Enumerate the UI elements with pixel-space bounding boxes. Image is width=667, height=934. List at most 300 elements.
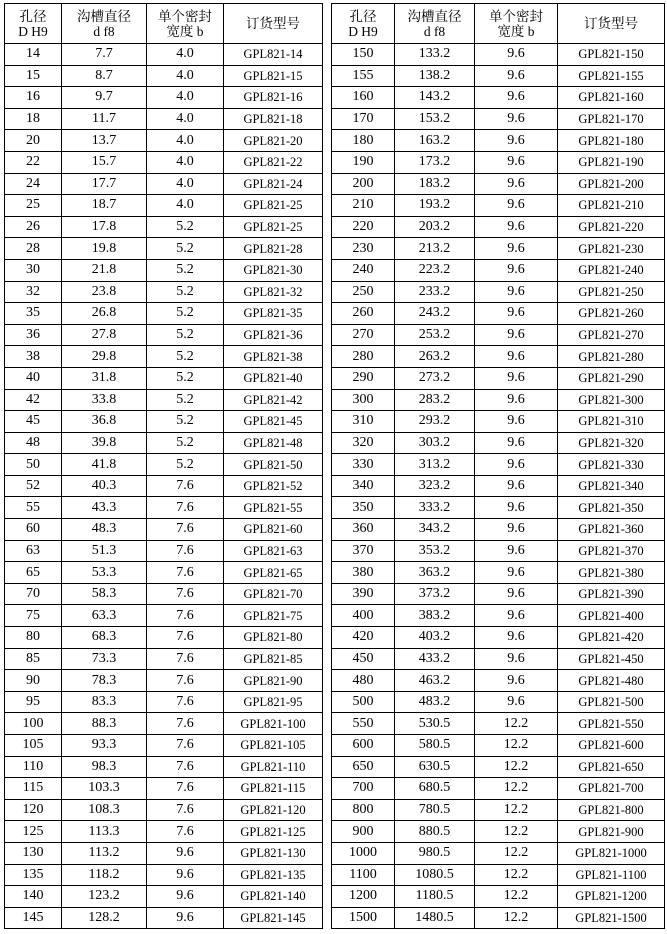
- cell-groove-diameter: 243.2: [395, 303, 475, 325]
- cell-groove-diameter: 43.3: [62, 497, 147, 519]
- cell-bore-diameter: 145: [5, 907, 62, 929]
- cell-bore-diameter: 1100: [332, 864, 395, 886]
- cell-order-code: GPL821-1500: [558, 907, 665, 929]
- cell-groove-diameter: 980.5: [395, 842, 475, 864]
- cell-groove-diameter: 680.5: [395, 778, 475, 800]
- table-row: [5, 216, 323, 238]
- cell-order-code: GPL821-38: [224, 346, 323, 368]
- table-row: [5, 108, 323, 130]
- cell-bore-diameter: 30: [5, 259, 62, 281]
- cell-bore-diameter: 450: [332, 648, 395, 670]
- cell-order-code: GPL821-95: [224, 691, 323, 713]
- table-row: [5, 346, 323, 368]
- table-row: [332, 497, 665, 519]
- table-row: [332, 87, 665, 109]
- table-row: [332, 627, 665, 649]
- table-row: [5, 583, 323, 605]
- cell-groove-diameter: 33.8: [62, 389, 147, 411]
- cell-groove-diameter: 19.8: [62, 238, 147, 260]
- cell-bore-diameter: 170: [332, 108, 395, 130]
- cell-bore-diameter: 350: [332, 497, 395, 519]
- cell-seal-width: 9.6: [475, 497, 558, 519]
- cell-groove-diameter: 1480.5: [395, 907, 475, 929]
- cell-seal-width: 12.2: [475, 842, 558, 864]
- table-row: [332, 389, 665, 411]
- cell-seal-width: 7.6: [147, 756, 224, 778]
- cell-order-code: GPL821-450: [558, 648, 665, 670]
- cell-bore-diameter: 36: [5, 324, 62, 346]
- header-order-code: 订货型号: [224, 4, 323, 44]
- cell-bore-diameter: 1500: [332, 907, 395, 929]
- cell-order-code: GPL821-370: [558, 540, 665, 562]
- cell-groove-diameter: 39.8: [62, 432, 147, 454]
- cell-groove-diameter: 21.8: [62, 259, 147, 281]
- cell-bore-diameter: 25: [5, 195, 62, 217]
- cell-bore-diameter: 155: [332, 65, 395, 87]
- cell-bore-diameter: 200: [332, 173, 395, 195]
- cell-bore-diameter: 14: [5, 44, 62, 66]
- cell-seal-width: 9.6: [475, 562, 558, 584]
- table-row: [5, 238, 323, 260]
- cell-groove-diameter: 463.2: [395, 670, 475, 692]
- cell-order-code: GPL821-40: [224, 367, 323, 389]
- cell-bore-diameter: 130: [5, 842, 62, 864]
- table-row: [332, 346, 665, 368]
- table-row: [5, 627, 323, 649]
- cell-bore-diameter: 140: [5, 886, 62, 908]
- cell-seal-width: 7.6: [147, 497, 224, 519]
- cell-groove-diameter: 173.2: [395, 151, 475, 173]
- cell-bore-diameter: 290: [332, 367, 395, 389]
- cell-bore-diameter: 220: [332, 216, 395, 238]
- cell-seal-width: 5.2: [147, 259, 224, 281]
- cell-bore-diameter: 85: [5, 648, 62, 670]
- table-row: [332, 713, 665, 735]
- cell-seal-width: 4.0: [147, 130, 224, 152]
- cell-bore-diameter: 65: [5, 562, 62, 584]
- cell-bore-diameter: 35: [5, 303, 62, 325]
- cell-order-code: GPL821-400: [558, 605, 665, 627]
- cell-seal-width: 9.6: [475, 324, 558, 346]
- cell-order-code: GPL821-1000: [558, 842, 665, 864]
- cell-bore-diameter: 63: [5, 540, 62, 562]
- cell-order-code: GPL821-85: [224, 648, 323, 670]
- table-row: [5, 281, 323, 303]
- cell-seal-width: 7.6: [147, 799, 224, 821]
- cell-bore-diameter: 650: [332, 756, 395, 778]
- cell-seal-width: 9.6: [475, 432, 558, 454]
- header-bore-diameter: 孔径 D H9: [5, 4, 62, 44]
- cell-seal-width: 7.6: [147, 648, 224, 670]
- cell-bore-diameter: 240: [332, 259, 395, 281]
- cell-groove-diameter: 40.3: [62, 475, 147, 497]
- cell-order-code: GPL821-25: [224, 195, 323, 217]
- cell-bore-diameter: 90: [5, 670, 62, 692]
- cell-seal-width: 9.6: [475, 173, 558, 195]
- cell-groove-diameter: 78.3: [62, 670, 147, 692]
- cell-seal-width: 7.6: [147, 540, 224, 562]
- cell-order-code: GPL821-220: [558, 216, 665, 238]
- cell-bore-diameter: 390: [332, 583, 395, 605]
- cell-order-code: GPL821-52: [224, 475, 323, 497]
- table-row: [5, 195, 323, 217]
- cell-groove-diameter: 313.2: [395, 454, 475, 476]
- cell-groove-diameter: 433.2: [395, 648, 475, 670]
- cell-seal-width: 4.0: [147, 151, 224, 173]
- cell-groove-diameter: 403.2: [395, 627, 475, 649]
- cell-groove-diameter: 7.7: [62, 44, 147, 66]
- cell-groove-diameter: 93.3: [62, 735, 147, 757]
- cell-groove-diameter: 51.3: [62, 540, 147, 562]
- cell-bore-diameter: 420: [332, 627, 395, 649]
- header-row: [332, 4, 665, 44]
- table-row: [5, 691, 323, 713]
- table-row: [332, 195, 665, 217]
- table-row: [5, 432, 323, 454]
- cell-bore-diameter: 22: [5, 151, 62, 173]
- cell-order-code: GPL821-35: [224, 303, 323, 325]
- table-row: [332, 583, 665, 605]
- cell-bore-diameter: 500: [332, 691, 395, 713]
- cell-seal-width: 7.6: [147, 519, 224, 541]
- table-row: [332, 281, 665, 303]
- cell-order-code: GPL821-16: [224, 87, 323, 109]
- cell-order-code: GPL821-130: [224, 842, 323, 864]
- table-row: [5, 389, 323, 411]
- cell-bore-diameter: 380: [332, 562, 395, 584]
- table-row: [5, 130, 323, 152]
- cell-bore-diameter: 40: [5, 367, 62, 389]
- table-row: [332, 238, 665, 260]
- cell-groove-diameter: 343.2: [395, 519, 475, 541]
- cell-seal-width: 9.6: [475, 583, 558, 605]
- cell-bore-diameter: 600: [332, 735, 395, 757]
- cell-bore-diameter: 210: [332, 195, 395, 217]
- cell-groove-diameter: 1080.5: [395, 864, 475, 886]
- cell-order-code: GPL821-320: [558, 432, 665, 454]
- cell-seal-width: 9.6: [475, 367, 558, 389]
- cell-order-code: GPL821-190: [558, 151, 665, 173]
- table-row: [5, 367, 323, 389]
- cell-order-code: GPL821-170: [558, 108, 665, 130]
- cell-groove-diameter: 108.3: [62, 799, 147, 821]
- cell-bore-diameter: 160: [332, 87, 395, 109]
- cell-seal-width: 9.6: [475, 303, 558, 325]
- table-row: [332, 821, 665, 843]
- cell-bore-diameter: 26: [5, 216, 62, 238]
- cell-groove-diameter: 15.7: [62, 151, 147, 173]
- cell-order-code: GPL821-480: [558, 670, 665, 692]
- cell-seal-width: 9.6: [475, 259, 558, 281]
- cell-seal-width: 5.2: [147, 454, 224, 476]
- cell-groove-diameter: 31.8: [62, 367, 147, 389]
- table-row: [332, 691, 665, 713]
- cell-bore-diameter: 18: [5, 108, 62, 130]
- header-groove-diameter: 沟槽直径 d f8: [62, 4, 147, 44]
- cell-seal-width: 9.6: [475, 605, 558, 627]
- cell-order-code: GPL821-380: [558, 562, 665, 584]
- cell-seal-width: 5.2: [147, 238, 224, 260]
- table-row: [5, 648, 323, 670]
- cell-seal-width: 9.6: [147, 864, 224, 886]
- cell-groove-diameter: 113.2: [62, 842, 147, 864]
- cell-order-code: GPL821-290: [558, 367, 665, 389]
- table-row: [332, 432, 665, 454]
- cell-groove-diameter: 17.7: [62, 173, 147, 195]
- cell-order-code: GPL821-80: [224, 627, 323, 649]
- cell-bore-diameter: 16: [5, 87, 62, 109]
- cell-groove-diameter: 83.3: [62, 691, 147, 713]
- cell-seal-width: 12.2: [475, 735, 558, 757]
- cell-seal-width: 7.6: [147, 821, 224, 843]
- cell-order-code: GPL821-75: [224, 605, 323, 627]
- table-row: [5, 173, 323, 195]
- cell-order-code: GPL821-420: [558, 627, 665, 649]
- cell-order-code: GPL821-270: [558, 324, 665, 346]
- cell-groove-diameter: 1180.5: [395, 886, 475, 908]
- cell-seal-width: 7.6: [147, 735, 224, 757]
- cell-groove-diameter: 11.7: [62, 108, 147, 130]
- cell-groove-diameter: 123.2: [62, 886, 147, 908]
- cell-groove-diameter: 143.2: [395, 87, 475, 109]
- table-row: [332, 454, 665, 476]
- cell-order-code: GPL821-700: [558, 778, 665, 800]
- cell-groove-diameter: 323.2: [395, 475, 475, 497]
- table-row: [332, 605, 665, 627]
- cell-seal-width: 12.2: [475, 864, 558, 886]
- cell-seal-width: 5.2: [147, 411, 224, 433]
- cell-groove-diameter: 73.3: [62, 648, 147, 670]
- table-row: [332, 65, 665, 87]
- cell-order-code: GPL821-125: [224, 821, 323, 843]
- cell-seal-width: 7.6: [147, 583, 224, 605]
- cell-groove-diameter: 17.8: [62, 216, 147, 238]
- cell-order-code: GPL821-550: [558, 713, 665, 735]
- cell-seal-width: 9.6: [475, 65, 558, 87]
- cell-bore-diameter: 300: [332, 389, 395, 411]
- cell-order-code: GPL821-180: [558, 130, 665, 152]
- cell-seal-width: 9.6: [475, 540, 558, 562]
- cell-bore-diameter: 1000: [332, 842, 395, 864]
- cell-groove-diameter: 23.8: [62, 281, 147, 303]
- cell-groove-diameter: 53.3: [62, 562, 147, 584]
- cell-seal-width: 9.6: [475, 195, 558, 217]
- table-row: [5, 324, 323, 346]
- table-row: [332, 648, 665, 670]
- table-row: [332, 864, 665, 886]
- table-row: [332, 44, 665, 66]
- cell-bore-diameter: 75: [5, 605, 62, 627]
- table-row: [5, 605, 323, 627]
- cell-groove-diameter: 333.2: [395, 497, 475, 519]
- cell-seal-width: 9.6: [475, 281, 558, 303]
- cell-seal-width: 12.2: [475, 821, 558, 843]
- table-row: [332, 173, 665, 195]
- table-row: [332, 108, 665, 130]
- dimension-table-right: [331, 3, 665, 929]
- cell-groove-diameter: 138.2: [395, 65, 475, 87]
- cell-order-code: GPL821-390: [558, 583, 665, 605]
- cell-bore-diameter: 45: [5, 411, 62, 433]
- cell-order-code: GPL821-900: [558, 821, 665, 843]
- cell-order-code: GPL821-100: [224, 713, 323, 735]
- table-row: [332, 216, 665, 238]
- cell-bore-diameter: 280: [332, 346, 395, 368]
- cell-order-code: GPL821-155: [558, 65, 665, 87]
- cell-groove-diameter: 41.8: [62, 454, 147, 476]
- cell-order-code: GPL821-70: [224, 583, 323, 605]
- cell-bore-diameter: 24: [5, 173, 62, 195]
- cell-bore-diameter: 115: [5, 778, 62, 800]
- table-row: [332, 519, 665, 541]
- cell-groove-diameter: 233.2: [395, 281, 475, 303]
- cell-seal-width: 12.2: [475, 713, 558, 735]
- cell-bore-diameter: 15: [5, 65, 62, 87]
- cell-order-code: GPL821-45: [224, 411, 323, 433]
- cell-order-code: GPL821-240: [558, 259, 665, 281]
- cell-groove-diameter: 203.2: [395, 216, 475, 238]
- table-row: [332, 756, 665, 778]
- cell-order-code: GPL821-260: [558, 303, 665, 325]
- cell-bore-diameter: 32: [5, 281, 62, 303]
- table-row: [332, 735, 665, 757]
- cell-bore-diameter: 38: [5, 346, 62, 368]
- cell-seal-width: 5.2: [147, 367, 224, 389]
- cell-groove-diameter: 63.3: [62, 605, 147, 627]
- cell-groove-diameter: 128.2: [62, 907, 147, 929]
- cell-order-code: GPL821-36: [224, 324, 323, 346]
- cell-bore-diameter: 95: [5, 691, 62, 713]
- cell-bore-diameter: 700: [332, 778, 395, 800]
- cell-bore-diameter: 480: [332, 670, 395, 692]
- cell-groove-diameter: 283.2: [395, 389, 475, 411]
- table-row: [5, 670, 323, 692]
- cell-seal-width: 9.6: [475, 475, 558, 497]
- cell-groove-diameter: 213.2: [395, 238, 475, 260]
- table-row: [5, 842, 323, 864]
- cell-groove-diameter: 27.8: [62, 324, 147, 346]
- cell-seal-width: 12.2: [475, 778, 558, 800]
- cell-bore-diameter: 28: [5, 238, 62, 260]
- cell-seal-width: 9.6: [475, 44, 558, 66]
- cell-seal-width: 9.6: [475, 130, 558, 152]
- cell-seal-width: 7.6: [147, 562, 224, 584]
- cell-seal-width: 4.0: [147, 87, 224, 109]
- cell-order-code: GPL821-120: [224, 799, 323, 821]
- cell-bore-diameter: 180: [332, 130, 395, 152]
- cell-groove-diameter: 48.3: [62, 519, 147, 541]
- cell-order-code: GPL821-330: [558, 454, 665, 476]
- cell-groove-diameter: 98.3: [62, 756, 147, 778]
- cell-order-code: GPL821-15: [224, 65, 323, 87]
- table-row: [5, 562, 323, 584]
- cell-seal-width: 9.6: [147, 886, 224, 908]
- cell-seal-width: 9.6: [475, 87, 558, 109]
- table-row: [5, 778, 323, 800]
- table-row: [332, 130, 665, 152]
- cell-groove-diameter: 353.2: [395, 540, 475, 562]
- cell-bore-diameter: 70: [5, 583, 62, 605]
- cell-groove-diameter: 273.2: [395, 367, 475, 389]
- cell-order-code: GPL821-115: [224, 778, 323, 800]
- cell-order-code: GPL821-25: [224, 216, 323, 238]
- cell-order-code: GPL821-360: [558, 519, 665, 541]
- cell-seal-width: 5.2: [147, 303, 224, 325]
- table-row: [332, 303, 665, 325]
- table-row: [332, 259, 665, 281]
- cell-bore-diameter: 60: [5, 519, 62, 541]
- cell-order-code: GPL821-350: [558, 497, 665, 519]
- table-row: [332, 151, 665, 173]
- table-row: [5, 756, 323, 778]
- cell-groove-diameter: 8.7: [62, 65, 147, 87]
- dimension-table-left: [4, 3, 323, 929]
- cell-groove-diameter: 373.2: [395, 583, 475, 605]
- cell-bore-diameter: 105: [5, 735, 62, 757]
- table-row: [5, 65, 323, 87]
- cell-bore-diameter: 48: [5, 432, 62, 454]
- cell-bore-diameter: 1200: [332, 886, 395, 908]
- cell-order-code: GPL821-160: [558, 87, 665, 109]
- cell-seal-width: 9.6: [475, 346, 558, 368]
- cell-order-code: GPL821-310: [558, 411, 665, 433]
- table-row: [5, 886, 323, 908]
- cell-bore-diameter: 100: [5, 713, 62, 735]
- cell-order-code: GPL821-140: [224, 886, 323, 908]
- cell-groove-diameter: 630.5: [395, 756, 475, 778]
- cell-seal-width: 4.0: [147, 108, 224, 130]
- table-row: [332, 670, 665, 692]
- table-row: [332, 540, 665, 562]
- table-row: [5, 151, 323, 173]
- cell-seal-width: 7.6: [147, 778, 224, 800]
- cell-seal-width: 12.2: [475, 886, 558, 908]
- cell-groove-diameter: 18.7: [62, 195, 147, 217]
- cell-seal-width: 9.6: [475, 454, 558, 476]
- cell-seal-width: 9.6: [475, 411, 558, 433]
- cell-order-code: GPL821-650: [558, 756, 665, 778]
- cell-order-code: GPL821-135: [224, 864, 323, 886]
- cell-bore-diameter: 330: [332, 454, 395, 476]
- cell-groove-diameter: 580.5: [395, 735, 475, 757]
- cell-groove-diameter: 263.2: [395, 346, 475, 368]
- cell-order-code: GPL821-55: [224, 497, 323, 519]
- cell-groove-diameter: 383.2: [395, 605, 475, 627]
- cell-groove-diameter: 133.2: [395, 44, 475, 66]
- cell-order-code: GPL821-65: [224, 562, 323, 584]
- cell-bore-diameter: 400: [332, 605, 395, 627]
- cell-groove-diameter: 13.7: [62, 130, 147, 152]
- cell-groove-diameter: 293.2: [395, 411, 475, 433]
- cell-groove-diameter: 880.5: [395, 821, 475, 843]
- cell-bore-diameter: 370: [332, 540, 395, 562]
- table-row: [5, 713, 323, 735]
- table-row: [5, 87, 323, 109]
- cell-seal-width: 7.6: [147, 605, 224, 627]
- cell-seal-width: 9.6: [475, 691, 558, 713]
- cell-seal-width: 4.0: [147, 44, 224, 66]
- cell-groove-diameter: 113.3: [62, 821, 147, 843]
- header-order-code: 订货型号: [558, 4, 665, 44]
- cell-order-code: GPL821-280: [558, 346, 665, 368]
- cell-seal-width: 7.6: [147, 627, 224, 649]
- table-row: [5, 519, 323, 541]
- cell-order-code: GPL821-14: [224, 44, 323, 66]
- cell-seal-width: 9.6: [475, 670, 558, 692]
- cell-seal-width: 5.2: [147, 432, 224, 454]
- cell-groove-diameter: 303.2: [395, 432, 475, 454]
- table-row: [332, 324, 665, 346]
